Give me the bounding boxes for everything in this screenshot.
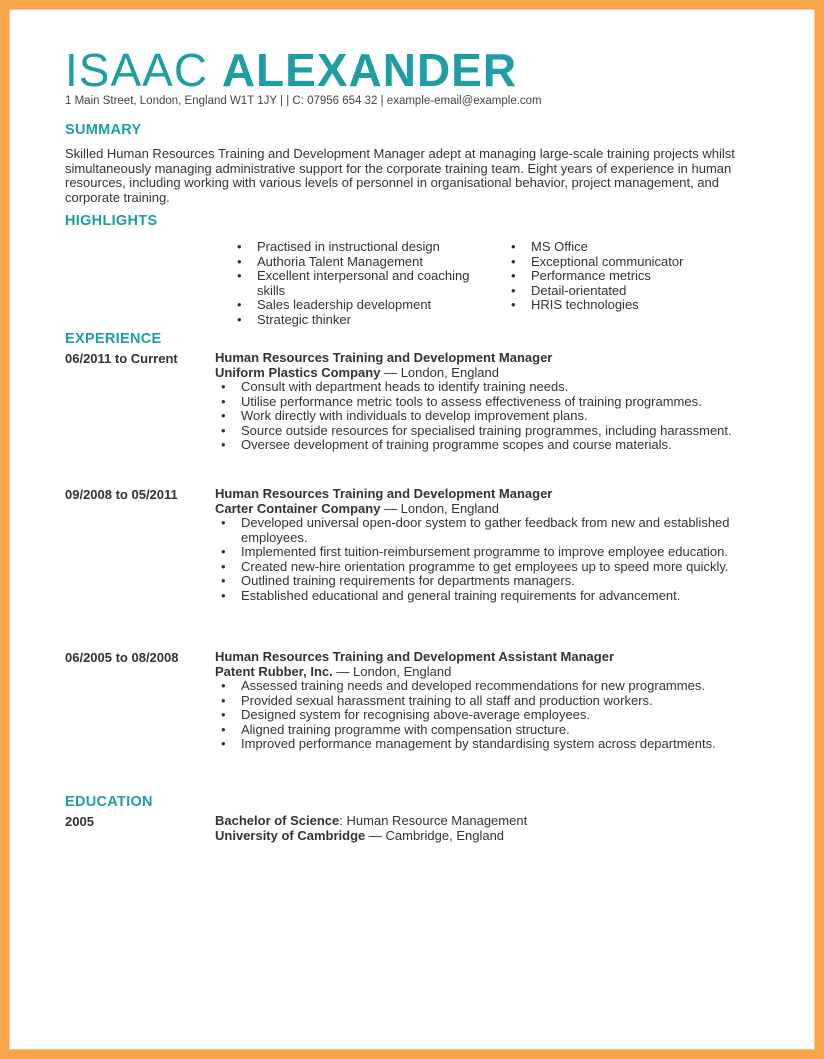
candidate-name [65, 44, 518, 96]
highlights-list-left [231, 240, 481, 327]
separator: — [368, 827, 382, 843]
degree-line [215, 814, 775, 829]
job-dates: 06/2011 to Current [65, 351, 178, 366]
job-dates: 06/2005 to 08/2008 [65, 650, 179, 665]
list-item: • Exceptional communicator [505, 255, 765, 270]
job-location: London, England [400, 500, 499, 516]
education-year: 2005 [65, 814, 94, 829]
list-item: • Strategic thinker [231, 313, 481, 328]
job-company: Uniform Plastics Company [215, 364, 381, 380]
education-details [215, 814, 775, 843]
job-bullets [215, 380, 775, 453]
contact-line: 1 Main Street, London, England W1T 1JY | | C: 07956 654 32 | example-email@example.com [65, 95, 542, 107]
job-location: London, England [400, 364, 499, 380]
list-item: • Assessed training needs and developed recommendations for new programmes. [215, 679, 775, 694]
list-item: • Provided sexual harassment training to all staff and production workers. [215, 694, 775, 709]
degree-separator: : [339, 813, 343, 828]
job-company-line [215, 665, 775, 680]
list-item: • Improved performance management by standardising system across departments. [215, 737, 775, 752]
list-item: • Created new-hire orientation programme to get employees up to speed more quickly. [215, 560, 775, 575]
list-item: • Designed system for recognising above-average employees. [215, 708, 775, 723]
list-item: • MS Office [505, 240, 765, 255]
separator: — [384, 500, 398, 516]
job-company: Carter Container Company [215, 500, 381, 516]
summary-text: Skilled Human Resources Training and Development Manager adept at managing large-scale training projects whilst simultaneously managing administrative support for the corporate training team. Eight years of experience in human resources, including working with various levels of personnel in organisational behavior, project management, and corporate training. [65, 146, 735, 205]
list-item: • Oversee development of training programme scopes and course materials. [215, 438, 775, 453]
resume-page [9, 9, 815, 1050]
job-dates: 09/2008 to 05/2011 [65, 487, 178, 502]
first-name: ISAAC [65, 44, 209, 96]
job-title: Human Resources Training and Development Manager [215, 486, 553, 501]
job-title: Human Resources Training and Development Assistant Manager [215, 649, 615, 664]
job-company-line [215, 366, 775, 381]
field-of-study: Human Resource Management [346, 813, 528, 828]
list-item: • Implemented first tuition-reimbursement programme to improve employee education. [215, 545, 775, 560]
list-item: • Developed universal open-door system to gather feedback from new and established employees. [215, 516, 775, 545]
list-item: • Practised in instructional design [231, 240, 481, 255]
school: University of Cambridge [215, 827, 366, 843]
job-bullets [215, 679, 775, 752]
list-item: • Excellent interpersonal and coaching skills [231, 269, 481, 298]
list-item: • Authoria Talent Management [231, 255, 481, 270]
degree: Bachelor of Science [215, 813, 340, 828]
job-details [215, 487, 775, 603]
list-item: • Established educational and general training requirements for advancement. [215, 589, 775, 604]
job-title: Human Resources Training and Development Manager [215, 350, 553, 365]
job-details [215, 351, 775, 453]
separator: — [336, 663, 350, 679]
separator: — [384, 364, 398, 380]
summary-heading: SUMMARY [65, 122, 142, 138]
job-bullets [215, 516, 775, 603]
last-name: ALEXANDER [221, 44, 518, 96]
highlights-heading: HIGHLIGHTS [65, 213, 158, 229]
list-item: • Source outside resources for specialised training programmes, including harassment. [215, 424, 775, 439]
experience-heading: EXPERIENCE [65, 331, 162, 347]
school-line [215, 829, 775, 844]
list-item: • Aligned training programme with compensation structure. [215, 723, 775, 738]
highlights-list-right [505, 240, 765, 313]
list-item: • Utilise performance metric tools to assess effectiveness of training programmes. [215, 395, 775, 410]
job-company: Patent Rubber, Inc. [215, 663, 333, 679]
job-location: London, England [353, 663, 452, 679]
list-item: • Consult with department heads to identify training needs. [215, 380, 775, 395]
list-item: • Outlined training requirements for departments managers. [215, 574, 775, 589]
education-heading: EDUCATION [65, 794, 153, 810]
job-company-line [215, 502, 775, 517]
list-item: • Work directly with individuals to develop improvement plans. [215, 409, 775, 424]
list-item: • Sales leadership development [231, 298, 481, 313]
job-details [215, 650, 775, 752]
list-item: • Detail-orientated [505, 284, 765, 299]
list-item: • Performance metrics [505, 269, 765, 284]
list-item: • HRIS technologies [505, 298, 765, 313]
school-location: Cambridge, England [385, 827, 505, 843]
